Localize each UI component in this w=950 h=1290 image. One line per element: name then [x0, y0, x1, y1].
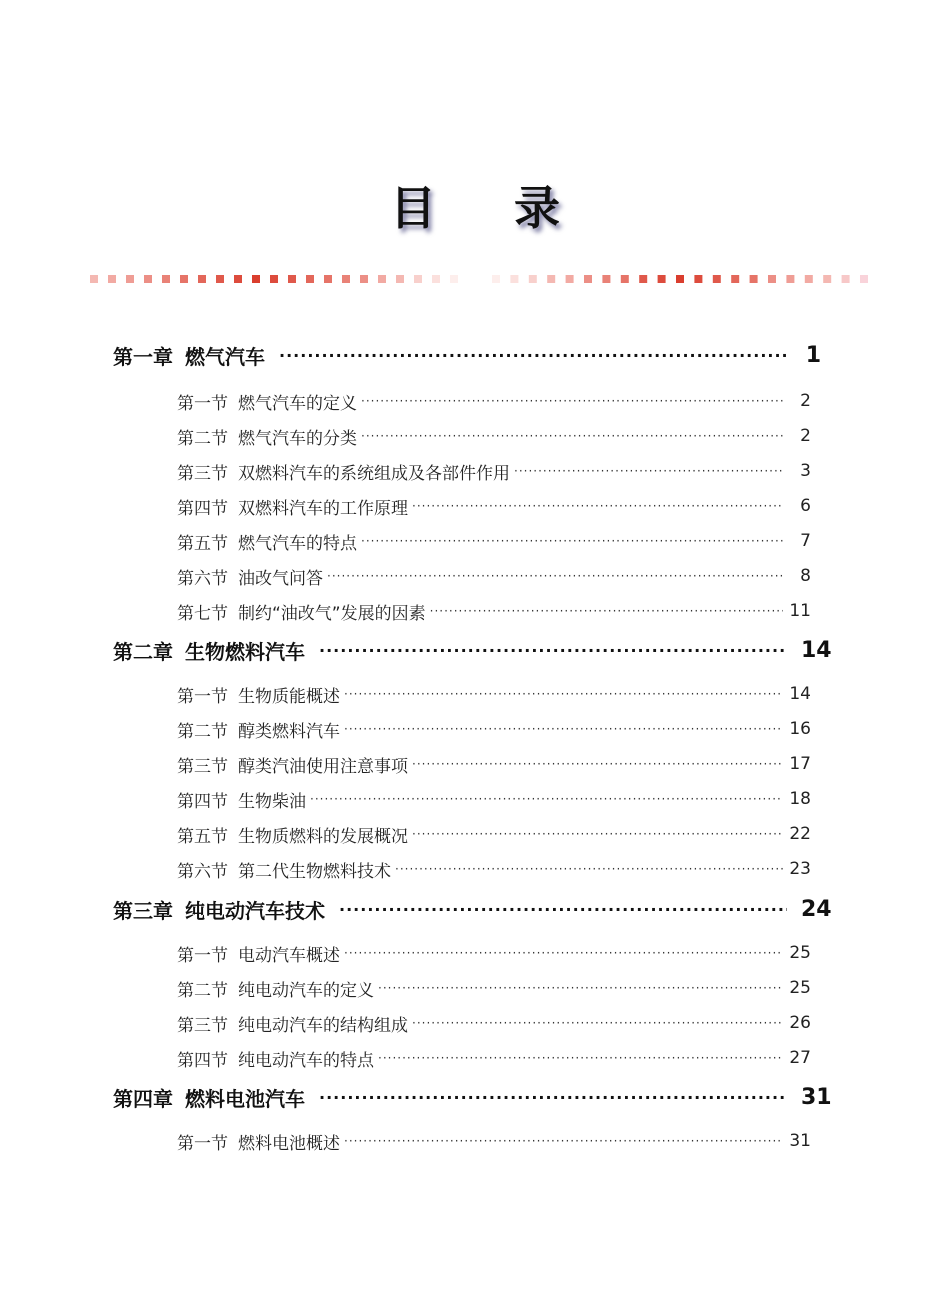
toc-section-row [177, 598, 811, 624]
section-page-number: 3 [800, 461, 811, 481]
toc-section-row [177, 528, 811, 554]
dot-leader [412, 1016, 783, 1030]
section-page-number: 27 [789, 1048, 811, 1068]
divider-square [198, 275, 206, 283]
section-page-number: 22 [789, 824, 811, 844]
divider-square [252, 275, 260, 283]
dot-leader [395, 862, 783, 876]
title-char-1: 目 [390, 181, 436, 235]
divider-square [860, 275, 868, 283]
section-label: 第三节 [177, 756, 228, 777]
divider-square [492, 275, 500, 283]
section-label: 第六节 [177, 861, 228, 882]
dotted-divider [90, 274, 870, 284]
chapter-page-number: 31 [801, 1084, 832, 1110]
section-title: 燃气汽车的分类 [238, 428, 357, 449]
divider-square [234, 275, 242, 283]
toc-section-row [177, 681, 811, 707]
toc-section-row [177, 856, 811, 882]
dot-leader [412, 757, 783, 771]
section-label: 第四节 [177, 498, 228, 519]
dot-leader [378, 1051, 783, 1065]
divider-square [108, 275, 116, 283]
toc-section-row [177, 388, 811, 414]
divider-square [842, 275, 850, 283]
section-title: 醇类汽油使用注意事项 [238, 756, 408, 777]
section-title: 醇类燃料汽车 [238, 721, 340, 742]
section-title: 纯电动汽车的结构组成 [238, 1015, 408, 1036]
section-title: 第二代生物燃料技术 [238, 861, 391, 882]
chapter-label: 第四章 [113, 1086, 173, 1111]
section-title: 生物质燃料的发展概况 [238, 826, 408, 847]
section-title: 生物质能概述 [238, 686, 340, 707]
chapter-page-number: 14 [801, 637, 832, 663]
divider-square [288, 275, 296, 283]
section-page-number: 25 [789, 943, 811, 963]
section-label: 第三节 [177, 463, 228, 484]
dot-leader [514, 464, 783, 478]
divider-square [750, 275, 758, 283]
dot-leader [344, 946, 783, 960]
toc-section-row [177, 458, 811, 484]
divider-square [602, 275, 610, 283]
toc-section-row [177, 1128, 811, 1154]
divider-square [566, 275, 574, 283]
section-page-number: 2 [800, 426, 811, 446]
section-page-number: 25 [789, 978, 811, 998]
section-label: 第二节 [177, 980, 228, 1001]
divider-square [432, 275, 440, 283]
dot-leader [339, 900, 787, 919]
divider-square [584, 275, 592, 283]
divider-square [786, 275, 794, 283]
section-title: 双燃料汽车的系统组成及各部件作用 [238, 463, 510, 484]
section-label: 第四节 [177, 1050, 228, 1071]
section-page-number: 23 [789, 859, 811, 879]
dot-leader [361, 394, 783, 408]
toc-section-row [177, 563, 811, 589]
section-title: 纯电动汽车的特点 [238, 1050, 374, 1071]
section-page-number: 11 [789, 601, 811, 621]
toc-chapter-row [113, 635, 832, 665]
section-title: 燃气汽车的定义 [238, 393, 357, 414]
toc-section-row [177, 423, 811, 449]
divider-square [529, 275, 537, 283]
chapter-title: 燃气汽车 [185, 344, 265, 369]
section-label: 第一节 [177, 686, 228, 707]
divider-square [126, 275, 134, 283]
divider-square [90, 275, 98, 283]
toc-section-row [177, 821, 811, 847]
section-label: 第六节 [177, 568, 228, 589]
toc-chapter-row [113, 1082, 832, 1112]
section-title: 生物柴油 [238, 791, 306, 812]
divider-square [216, 275, 224, 283]
divider-square [162, 275, 170, 283]
dot-leader [361, 429, 783, 443]
title-char-2: 录 [514, 181, 560, 235]
divider-square [639, 275, 647, 283]
divider-square [658, 275, 666, 283]
chapter-page-number: 24 [801, 896, 832, 922]
dot-leader [412, 827, 783, 841]
chapter-label: 第三章 [113, 898, 173, 923]
divider-square [342, 275, 350, 283]
section-label: 第五节 [177, 826, 228, 847]
dot-leader [310, 792, 783, 806]
divider-square [396, 275, 404, 283]
dot-leader [344, 1134, 783, 1148]
divider-square [676, 275, 684, 283]
chapter-label: 第一章 [113, 344, 173, 369]
section-title: 电动汽车概述 [238, 945, 340, 966]
divider-square [306, 275, 314, 283]
section-page-number: 8 [800, 566, 811, 586]
section-page-number: 26 [789, 1013, 811, 1033]
section-page-number: 14 [789, 684, 811, 704]
section-title: 油改气问答 [238, 568, 323, 589]
page-title [0, 172, 950, 238]
divider-square [360, 275, 368, 283]
divider-square [414, 275, 422, 283]
divider-square [378, 275, 386, 283]
dot-leader [412, 499, 783, 513]
dot-leader [378, 981, 783, 995]
dot-leader [344, 722, 783, 736]
section-title: 燃气汽车的特点 [238, 533, 357, 554]
section-label: 第一节 [177, 393, 228, 414]
section-page-number: 6 [800, 496, 811, 516]
chapter-label: 第二章 [113, 639, 173, 664]
section-title: 制约“油改气”发展的因素 [238, 603, 426, 624]
toc-section-row [177, 940, 811, 966]
divider-square [510, 275, 518, 283]
section-label: 第二节 [177, 428, 228, 449]
divider-square [144, 275, 152, 283]
section-title: 燃料电池概述 [238, 1133, 340, 1154]
chapter-title: 生物燃料汽车 [185, 639, 305, 664]
chapter-page-number: 1 [805, 342, 821, 368]
section-page-number: 7 [800, 531, 811, 551]
dot-leader [327, 569, 783, 583]
toc-chapter-row [113, 894, 832, 924]
section-page-number: 18 [789, 789, 811, 809]
dot-leader [344, 687, 783, 701]
section-label: 第三节 [177, 1015, 228, 1036]
divider-square [324, 275, 332, 283]
section-title: 纯电动汽车的定义 [238, 980, 374, 1001]
toc-section-row [177, 975, 811, 1001]
toc-section-row [177, 716, 811, 742]
dot-leader [279, 346, 787, 365]
section-label: 第四节 [177, 791, 228, 812]
divider-square [768, 275, 776, 283]
divider-square [270, 275, 278, 283]
divider-square [547, 275, 555, 283]
dot-leader [361, 534, 783, 548]
dot-leader [430, 604, 783, 618]
section-title: 双燃料汽车的工作原理 [238, 498, 408, 519]
section-page-number: 16 [789, 719, 811, 739]
divider-square [180, 275, 188, 283]
divider-square [450, 275, 458, 283]
divider-square [805, 275, 813, 283]
section-label: 第五节 [177, 533, 228, 554]
section-label: 第一节 [177, 1133, 228, 1154]
section-page-number: 2 [800, 391, 811, 411]
chapter-title: 纯电动汽车技术 [185, 898, 325, 923]
toc-section-row [177, 1010, 811, 1036]
dot-leader [319, 1088, 787, 1107]
divider-square [713, 275, 721, 283]
toc-section-row [177, 1045, 811, 1071]
divider-square [823, 275, 831, 283]
chapter-title: 燃料电池汽车 [185, 1086, 305, 1111]
toc-chapter-row [113, 340, 821, 370]
dot-leader [319, 641, 787, 660]
section-label: 第一节 [177, 945, 228, 966]
section-page-number: 17 [789, 754, 811, 774]
divider-square [731, 275, 739, 283]
toc-section-row [177, 786, 811, 812]
divider-square [694, 275, 702, 283]
section-page-number: 31 [789, 1131, 811, 1151]
toc-section-row [177, 751, 811, 777]
section-label: 第二节 [177, 721, 228, 742]
toc-section-row [177, 493, 811, 519]
section-label: 第七节 [177, 603, 228, 624]
divider-square [621, 275, 629, 283]
